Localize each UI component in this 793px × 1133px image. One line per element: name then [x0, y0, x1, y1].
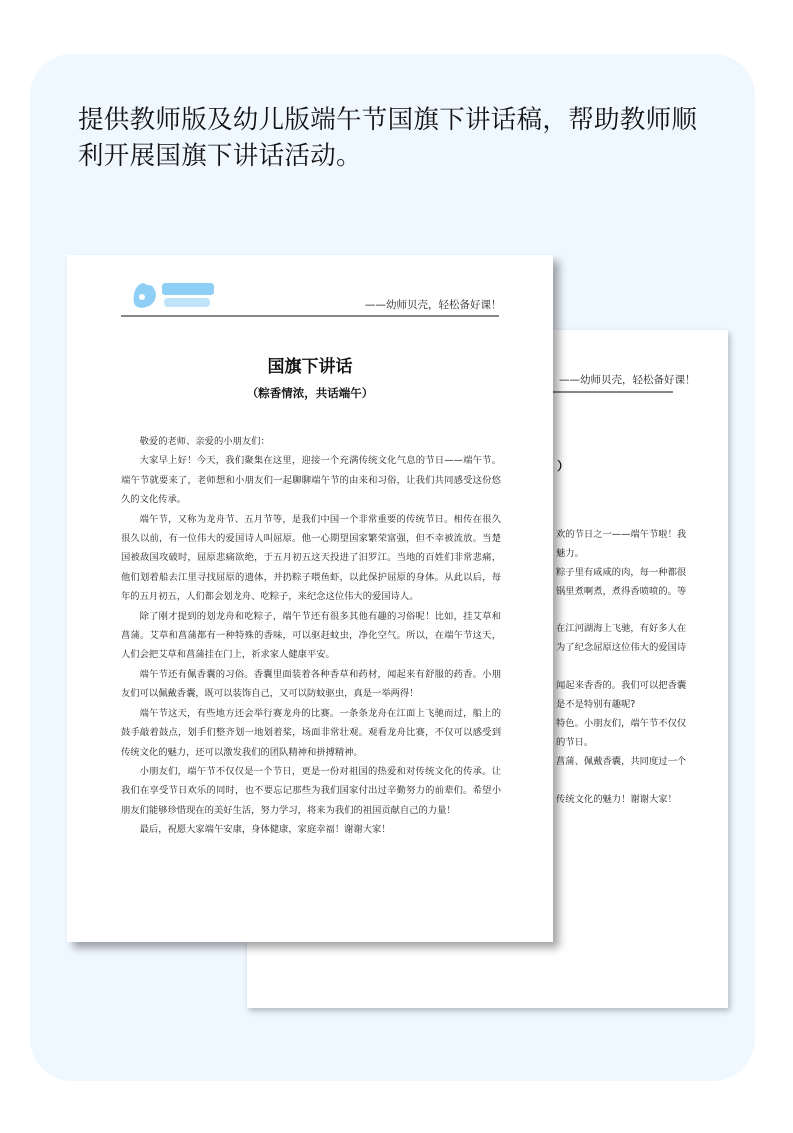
- back-page-subtitle-fragment: ）: [557, 459, 570, 473]
- back-page-text-fragment: 欢的节日之一——端午节啦！我: [556, 529, 687, 540]
- body-paragraph: 小朋友们，端午节不仅仅是一个节日，更是一份对祖国的热爱和对传统文化的传承。让我们在享受节日欢乐的同时，也不要忘记那些为我们国家付出过辛勤努力的前辈们。希望小朋友们能够珍惜现在的美好生活，努力学习，将来为我们的祖国贡献自己的力量！: [121, 765, 501, 816]
- logo-icon: [130, 279, 220, 311]
- back-page-text-fragment: 在江河湖海上飞驰，有好多人在: [556, 623, 687, 634]
- document-title: 国旗下讲话: [267, 357, 353, 377]
- back-page-text-fragment: 粽子里有咸咸的肉，每一种都很: [556, 567, 687, 578]
- body-paragraph: 最后，祝愿大家端午安康，身体健康，家庭幸福！谢谢大家！: [139, 824, 391, 836]
- front-page-preview: [67, 255, 553, 942]
- front-page-slogan: ——幼师贝壳，轻松备好课！: [365, 299, 502, 311]
- back-page-text-fragment: 闻起来香香的。我们可以把香囊: [556, 680, 687, 691]
- back-page-text-fragment: 锅里煮啊煮，煮得香喷喷的。等: [556, 586, 687, 597]
- document-body: [121, 432, 501, 840]
- back-page-text-fragment: 菖蒲、佩戴香囊，共同度过一个: [556, 756, 687, 767]
- back-page-text-fragment: 为了纪念屈原这位伟大的爱国诗: [556, 642, 687, 653]
- body-paragraph: 端午节，又称为龙舟节、五月节等，是我们中国一个非常重要的传统节日。相传在很久很久以前，有一位伟大的爱国诗人叫屈原。他一心期望国家繁荣富强，但不幸被流放。当楚国被敌国攻破时，屈原悲痛欲绝，于五月初五这天投进了汨罗江。当地的百姓们非常悲痛，他们划着船去江里寻找屈原的遗体，并扔粽子喂鱼虾，以此保护屈原的身体。从此以后，每年的五月初五，人们都会划龙舟、吃粽子，来纪念这位伟大的爱国诗人。: [121, 513, 501, 603]
- back-page-text-fragment: 魅力。: [556, 548, 584, 559]
- body-paragraph: 大家早上好！今天，我们聚集在这里，迎接一个充满传统文化气息的节日——端午节。端午节就要来了，老师想和小朋友们一起聊聊端午节的由来和习俗，让我们共同感受这份悠久的文化传承。: [121, 455, 501, 506]
- body-paragraph: 端午节这天，有些地方还会举行赛龙舟的比赛。一条条龙舟在江面上飞驰而过，船上的鼓手敲着鼓点，划手们整齐划一地划着桨，场面非常壮观。观看龙舟比赛，不仅可以感受到传统文化的魅力，还可以激发我们的团队精神和拼搏精神。: [121, 707, 501, 758]
- back-page-text-fragment: 传统文化的魅力！谢谢大家！: [556, 794, 677, 805]
- document-subtitle: （粽香情浓，共话端午）: [246, 386, 374, 400]
- headline: 提供教师版及幼儿版端午节国旗下讲话稿，帮助教师顺利开展国旗下讲话活动。: [78, 105, 698, 171]
- back-page-text-fragment: 的节日。: [556, 737, 594, 748]
- back-page-text-fragment: 特色。小朋友们，端午节不仅仅: [556, 718, 687, 729]
- back-page-slogan: ——幼师贝壳，轻松备好课！: [559, 374, 696, 386]
- front-page-header-rule: [121, 315, 499, 317]
- back-page-text-fragment: 是不是特别有趣呢?: [556, 699, 636, 710]
- body-paragraph: 敬爱的老师、亲爱的小朋友们：: [139, 436, 270, 447]
- body-paragraph: 端午节还有佩香囊的习俗。香囊里面装着各种香草和药材，闻起来有舒服的药香。小朋友们可以佩戴香囊，既可以装饰自己，又可以防蚊驱虫，真是一举两得！: [121, 668, 501, 700]
- body-paragraph: 除了刚才提到的划龙舟和吃粽子，端午节还有很多其他有趣的习俗呢！比如，挂艾草和菖蒲。艾草和菖蒲都有一种特殊的香味，可以驱赶蚊虫，净化空气。所以，在端午节这天，人们会把艾草和菖蒲挂在门上，祈求家人健康平安。: [121, 610, 501, 661]
